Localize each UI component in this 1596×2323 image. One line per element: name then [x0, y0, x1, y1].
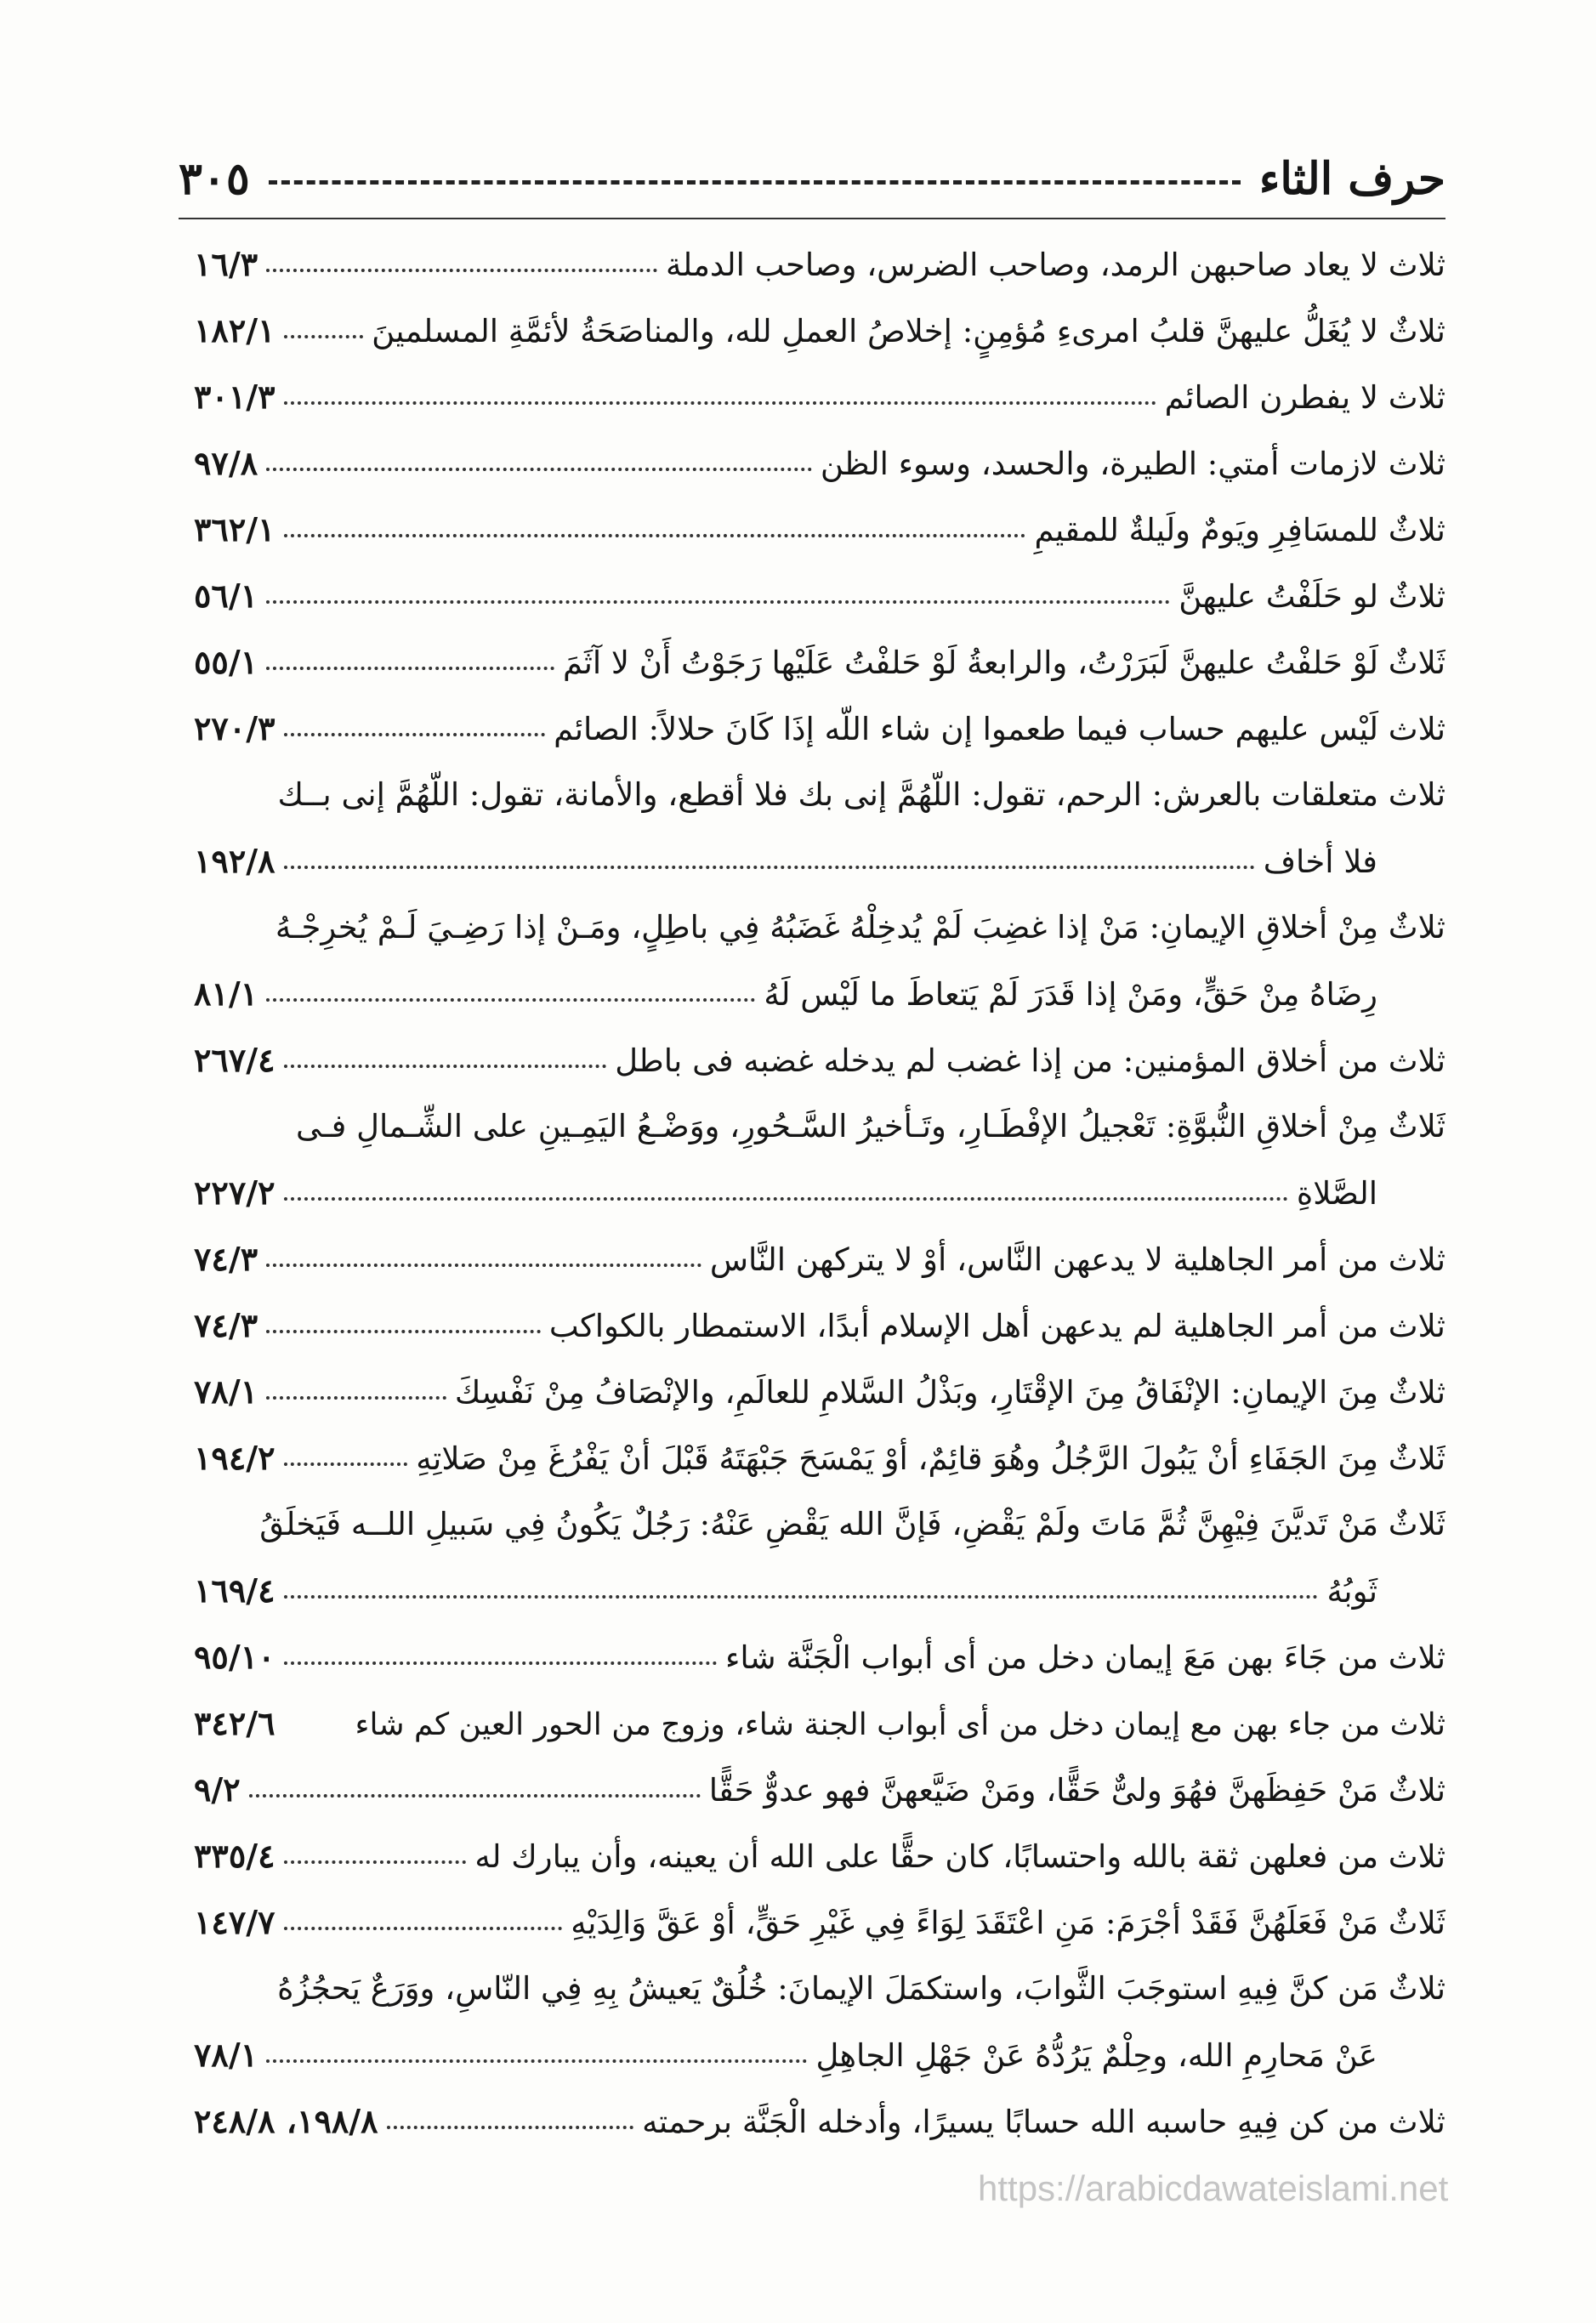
running-title: حرف الثاء — [1258, 152, 1445, 205]
volume-page-reference: ٣٦٢/١ — [194, 510, 275, 548]
index-entry — [194, 231, 1445, 298]
entry-text: فلا أخاف — [1263, 843, 1377, 880]
page-header — [179, 145, 1445, 213]
volume-page-reference: ٧٤/٣ — [194, 1306, 258, 1344]
entry-line — [194, 1425, 1445, 1491]
leader-dots — [387, 2126, 634, 2129]
entry-line — [194, 1226, 1445, 1292]
entry-text: ثلاث متعلقات بالعرش: الرحم، تقول: اللّهُمَّ إنى بك فلا أقطع، والأمانة، تقول: اللّهُمَّ إنى بــك — [277, 776, 1445, 813]
entry-text: عَنْ مَحارِمِ الله، وحِلْمٌ يَرُدُّهُ عَنْ جَهْلِ الجاهِلِ — [815, 2037, 1377, 2074]
entry-line — [194, 828, 1445, 895]
entry-line — [194, 1690, 1445, 1757]
entry-text: ثَلاثٌ مِنْ أخلاقِ النُّبوَّةِ: تَعْجيلُ الإفْطَـارِ، وتَـأخيرُ السَّـحُورِ، ووَضْـعُ اليَمِـينِ على الشِّـمالِ فـى — [295, 1108, 1445, 1144]
index-entry — [194, 1425, 1445, 1491]
entry-text: ثلاثٌ مِنْ أخلاقِ الإيمانِ: مَنْ إذا غضِبَ لَمْ يُدخِلْهُ غَضَبُهُ فِي باطِلٍ، ومَـنْ إذا رَضِـيَ لَـمْ يُخرِجْـهُ — [275, 909, 1445, 946]
entry-text: ثلاث من جَاءَ بهن مَعَ إيمان دخل من أى أبواب الْجَنَّة شاء — [724, 1639, 1445, 1676]
entry-line — [194, 1359, 1445, 1425]
volume-page-reference: ٥٥/١ — [194, 643, 258, 681]
index-entry — [194, 298, 1445, 364]
entry-line — [194, 1491, 1445, 1558]
page-number: ٣٠٥ — [179, 152, 250, 205]
index-entry — [194, 1292, 1445, 1359]
index-entry — [194, 364, 1445, 430]
volume-page-reference: ٧٨/١ — [194, 1372, 258, 1411]
volume-page-reference: ١٩٤/٢ — [194, 1439, 275, 1477]
entry-text: ثلاثٌ مِنَ الإيمانِ: الإنْفَاقُ مِنَ الإقْتَارِ، وبَذْلُ السَّلامِ للعالَمِ، والإنْصَافُ مِنْ نَفْسِكَ — [454, 1374, 1445, 1411]
index-entry — [194, 762, 1445, 895]
leader-dots — [284, 1197, 1288, 1201]
entry-line — [194, 231, 1445, 298]
entry-line — [194, 895, 1445, 961]
entry-line — [194, 1624, 1445, 1690]
volume-page-reference: ١٨٢/١ — [194, 311, 275, 349]
volume-page-reference: ٢٦٧/٤ — [194, 1041, 275, 1079]
volume-page-reference: ١٩٨/٨، ٢٤٨/٨ — [194, 2102, 378, 2140]
header-rule — [179, 218, 1445, 219]
leader-dots — [284, 1065, 607, 1068]
entry-line — [194, 1160, 1445, 1226]
entry-text: ثلاث من أمر الجاهلية لا يدعهن النَّاس، أوْ لا يتركهن النَّاس — [709, 1241, 1445, 1278]
entry-text: ثلاثٌ مَن كنَّ فِيهِ استوجَبَ الثَّوابَ، واستكمَلَ الإيمانَ: خُلُقٌ يَعيشُ بِهِ فِي النّاسِ، ووَرَعٌ يَحجُزُهُ — [277, 1970, 1445, 2007]
leader-dots — [266, 1396, 446, 1400]
leader-dots — [284, 534, 1026, 537]
entry-text: ثلاث لَيْس عليهم حساب فيما طعموا إن شاء اللّه إذَا كَانَ حلالاً: الصائم — [554, 711, 1445, 747]
leader-dots — [284, 335, 364, 338]
volume-page-reference: ٧٤/٣ — [194, 1240, 258, 1278]
leader-dots — [249, 1794, 701, 1798]
index-entry — [194, 696, 1445, 762]
index-entries — [194, 231, 1445, 2155]
entry-text: ثَلاثٌ مَنْ تَديَّنَ فِيْهِنَّ ثُمَّ مَاتَ ولَمْ يَقْضِ، فَإنَّ الله يَقْضِ عَنْهُ: رَجُلٌ يَكُونُ فِي سَبيلِ اللــه فَيَخلَقُ — [259, 1506, 1445, 1542]
entry-line — [194, 1027, 1445, 1093]
volume-page-reference: ٢٢٧/٢ — [194, 1173, 275, 1212]
volume-page-reference: ٨١/١ — [194, 974, 258, 1013]
index-entry — [194, 497, 1445, 563]
index-entry — [194, 1823, 1445, 1889]
entry-line — [194, 762, 1445, 828]
volume-page-reference: ١٦/٣ — [194, 245, 258, 283]
index-entry — [194, 1757, 1445, 1823]
entry-line — [194, 497, 1445, 563]
entry-line — [194, 2088, 1445, 2155]
entry-text: الصَّلاةِ — [1296, 1175, 1377, 1212]
entry-text: ثلاثٌ لا يُغَلُّ عليهنَّ قلبُ امرىءِ مُؤمِنٍ: إخلاصُ العملِ لله، والمناصَحَةُ لأئمَّةِ المسلمينَ — [372, 313, 1445, 349]
index-entry — [194, 629, 1445, 696]
entry-text: ثلاثٌ للمسَافِرِ ويَومٌ ولَيلةٌ للمقيمِ — [1034, 512, 1445, 548]
index-entry — [194, 1624, 1445, 1690]
leader-dots — [266, 1330, 541, 1333]
index-entry — [194, 1226, 1445, 1292]
index-entry — [194, 1491, 1445, 1624]
entry-text: ثلاثٌ لو حَلَفْتُ عليهنَّ — [1179, 578, 1445, 615]
entry-line — [194, 961, 1445, 1027]
entry-text: ثَلاثٌ لَوْ حَلفْتُ عليهنَّ لَبَرَرْتُ، والرابعةُ لَوْ حَلفْتُ عَلَيْها رَجَوْتُ أَنْ لا آثَمَ — [562, 645, 1445, 681]
volume-page-reference: ٧٨/١ — [194, 2036, 258, 2074]
index-entry — [194, 1093, 1445, 1226]
index-entry — [194, 2088, 1445, 2155]
volume-page-reference: ١٩٢/٨ — [194, 842, 275, 880]
entry-line — [194, 2022, 1445, 2088]
volume-page-reference: ٣٤٢/٦ — [194, 1704, 275, 1742]
entry-text: ثلاث لازمات أمتي: الطيرة، والحسد، وسوء الظن — [820, 446, 1445, 482]
entry-text: ثلاثٌ مَنْ حَفِظَهنَّ فهُوَ ولىٌّ حَقًّا، ومَنْ ضَيَّعهنَّ فهو عدوٌّ حَقًّا — [708, 1772, 1445, 1809]
leader-dots — [284, 1463, 408, 1466]
entry-line — [194, 364, 1445, 430]
volume-page-reference: ٣٠١/٣ — [194, 378, 275, 416]
entry-line — [194, 298, 1445, 364]
leader-dots — [284, 1927, 563, 1930]
entry-line — [194, 1823, 1445, 1889]
entry-line — [194, 1757, 1445, 1823]
index-entry — [194, 895, 1445, 1027]
entry-text: ثَلاثٌ مَنْ فَعَلَهُنَّ فَقَدْ أجْرَمَ: مَنِ اعْتَقَدَ لِوَاءً فِي غَيْرِ حَقٍّ، أوْ عَقَّ وَالِدَيْهِ — [571, 1905, 1445, 1941]
leader-dots — [284, 1661, 717, 1665]
watermark: https://arabicdawateislami.net — [978, 2168, 1449, 2208]
index-entry — [194, 1359, 1445, 1425]
entry-line — [194, 696, 1445, 762]
entry-text: ثلاث من أمر الجاهلية لم يدعهن أهل الإسلام أبدًا، الاستمطار بالكواكب — [548, 1308, 1445, 1344]
leader-dots — [284, 1595, 1319, 1599]
volume-page-reference: ٩٥/١٠ — [194, 1638, 275, 1676]
entry-text: ثلاث من أخلاق المؤمنين: من إذا غضب لم يدخله غضبه فى باطل — [615, 1042, 1445, 1079]
index-entry — [194, 1027, 1445, 1093]
entry-line — [194, 1558, 1445, 1624]
leader-dots — [266, 2059, 807, 2063]
entry-text: ثلاث لا يعاد صاحبهن الرمد، وصاحب الضرس، وصاحب الدملة — [666, 247, 1445, 283]
volume-page-reference: ١٤٧/٧ — [194, 1903, 275, 1941]
entry-line — [194, 1093, 1445, 1160]
entry-text: ثلاث من كن فِيهِ حاسبه الله حسابًا يسيرًا، وأدخله الْجَنَّة برحمته — [642, 2104, 1445, 2140]
index-entry — [194, 430, 1445, 497]
volume-page-reference: ٢٧٠/٣ — [194, 709, 275, 747]
entry-text: ثلاث لا يفطرن الصائم — [1164, 379, 1445, 416]
leader-dots — [266, 1264, 701, 1267]
entry-line — [194, 1889, 1445, 1956]
entry-text: ثَلاثٌ مِنَ الجَفَاءِ أنْ يَبُولَ الرَّجُلُ وهُوَ قائِمٌ، أوْ يَمْسَحَ جَبْهَتَهُ قَبْلَ أنْ يَفْرُغَ مِنْ صَلاتِهِ — [416, 1440, 1445, 1477]
index-entry — [194, 563, 1445, 629]
leader-dots — [266, 667, 554, 670]
leader-dots — [266, 998, 755, 1002]
entry-text: رِضَاهُ مِنْ حَقٍّ، ومَنْ إذا قَدَرَ لَمْ يَتعاطَ ما لَيْس لَهُ — [764, 976, 1377, 1013]
index-entry — [194, 1889, 1445, 1956]
entry-line — [194, 1292, 1445, 1359]
index-entry — [194, 1956, 1445, 2088]
leader-dots — [284, 733, 546, 736]
volume-page-reference: ١٦٩/٤ — [194, 1571, 275, 1610]
entry-line — [194, 430, 1445, 497]
entry-line — [194, 563, 1445, 629]
leader-dots — [284, 401, 1156, 405]
volume-page-reference: ٣٣٥/٤ — [194, 1837, 275, 1875]
leader-dots — [266, 468, 812, 471]
entry-line — [194, 629, 1445, 696]
entry-line — [194, 1956, 1445, 2022]
volume-page-reference: ٥٦/١ — [194, 576, 258, 615]
index-entry — [194, 1690, 1445, 1757]
leader-dots — [284, 1860, 467, 1864]
entry-text: ثلاث من جاء بهن مع إيمان دخل من أى أبواب الجنة شاء، وزوج من الحور العين كم شاء — [355, 1707, 1445, 1742]
header-dashes — [269, 180, 1241, 185]
volume-page-reference: ٩٧/٨ — [194, 444, 258, 482]
entry-text: ثلاث من فعلهن ثقة بالله واحتسابًا، كان حقًّا على الله أن يعينه، وأن يبارك له — [474, 1838, 1445, 1875]
leader-dots — [266, 600, 1170, 604]
entry-text: ثَوبُهُ — [1326, 1573, 1377, 1610]
volume-page-reference: ٩/٢ — [194, 1770, 241, 1809]
leader-dots — [266, 269, 657, 272]
leader-dots — [284, 866, 1255, 869]
